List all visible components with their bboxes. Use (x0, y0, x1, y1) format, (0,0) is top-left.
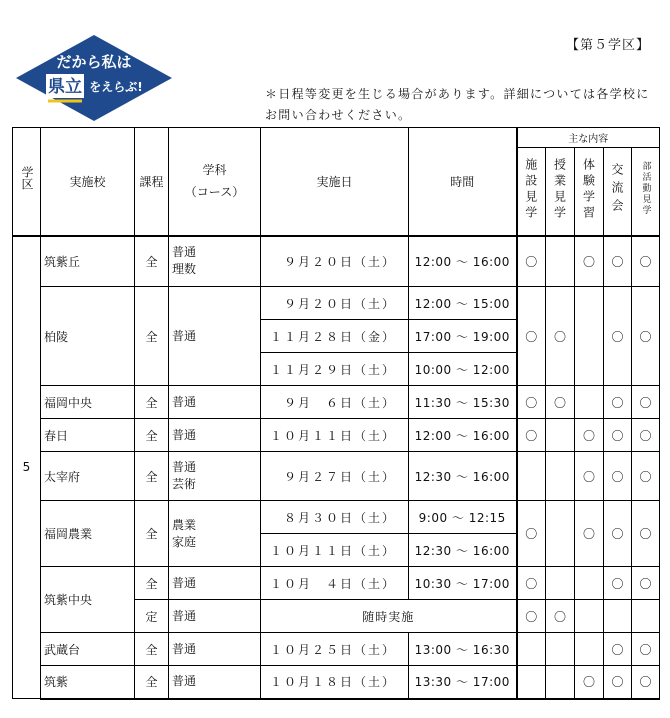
subject-cell (169, 666, 261, 699)
course-type: 全 (135, 236, 169, 287)
subject-cell (169, 236, 261, 287)
subject-cell (169, 386, 261, 419)
header-course: 課程 (135, 128, 169, 236)
header-col-exchange-text: 交流会 (610, 162, 624, 217)
course-type: 全 (135, 287, 169, 386)
mark-experience (575, 633, 604, 666)
mark-class (546, 666, 575, 699)
course-type: 全 (135, 501, 169, 567)
time-cell: 12:30 〜 16:00 (409, 452, 517, 501)
time-cell: 12:00 〜 16:00 (409, 236, 517, 287)
header-col-club-text: 部活動見学 (640, 161, 651, 217)
logo-line2: 県立 (48, 77, 82, 97)
header-col-class-text: 授業見学 (552, 157, 567, 222)
header-col-exchange (604, 148, 632, 236)
mark-class (546, 501, 575, 567)
date-cell: １１月２８日（金） (261, 320, 409, 353)
subject-cell: 普通 (169, 600, 261, 633)
mark-experience (575, 600, 604, 633)
header-subject (169, 128, 261, 236)
mark-facility (517, 666, 546, 699)
mark-exchange: 〇 (604, 236, 632, 287)
table-row (13, 501, 660, 534)
district-value: 5 (13, 236, 41, 699)
header-school: 実施校 (41, 128, 135, 236)
table-row (13, 567, 660, 600)
date-cell: ９月２７日（土） (261, 452, 409, 501)
mark-exchange: 〇 (604, 567, 632, 600)
school-name: 筑紫 (41, 666, 135, 699)
time-cell: 12:00 〜 15:00 (409, 287, 517, 320)
header-col-facility-text: 施設見学 (523, 157, 538, 222)
mark-class (546, 236, 575, 287)
header-subject-line1: 学科 (202, 163, 227, 178)
school-name: 筑紫丘 (41, 236, 135, 287)
time-cell: 13:00 〜 16:30 (409, 633, 517, 666)
course-type: 全 (135, 633, 169, 666)
mark-class (546, 452, 575, 501)
mark-facility: 〇 (517, 600, 546, 633)
subject-cell (169, 452, 261, 501)
time-cell: 12:30 〜 16:00 (409, 534, 517, 567)
header-subject-line2: （コース） (184, 185, 245, 200)
mark-experience: 〇 (575, 501, 604, 567)
subject-cell (169, 501, 261, 567)
mark-experience: 〇 (575, 452, 604, 501)
mark-experience (575, 386, 604, 419)
table-row (13, 419, 660, 452)
time-cell: 10:30 〜 17:00 (409, 567, 517, 600)
time-cell: 9:00 〜 12:15 (409, 501, 517, 534)
mark-club: 〇 (632, 236, 660, 287)
school-name: 武蔵台 (41, 633, 135, 666)
date-time-cell: 随時実施 (261, 600, 517, 633)
subject-line: 普通 (172, 460, 197, 474)
header-col-club (632, 148, 660, 236)
mark-facility (517, 633, 546, 666)
table-row (13, 236, 660, 287)
date-cell: ８月３０日（土） (261, 501, 409, 534)
mark-facility: 〇 (517, 501, 546, 567)
mark-exchange: 〇 (604, 452, 632, 501)
school-name: 柏陵 (41, 287, 135, 386)
mark-club: 〇 (632, 452, 660, 501)
mark-exchange: 〇 (604, 386, 632, 419)
time-cell: 13:30 〜 17:00 (409, 666, 517, 699)
mark-experience (575, 567, 604, 600)
mark-class (546, 567, 575, 600)
mark-exchange: 〇 (604, 633, 632, 666)
subject-line: 芸術 (172, 477, 197, 491)
logo-line1: だから私は (56, 53, 132, 71)
time-cell: 11:30 〜 15:30 (409, 386, 517, 419)
mark-exchange: 〇 (604, 287, 632, 386)
school-name: 太宰府 (41, 452, 135, 501)
table-row (13, 666, 660, 699)
mark-class: 〇 (546, 287, 575, 386)
mark-facility: 〇 (517, 287, 546, 386)
mark-experience: 〇 (575, 419, 604, 452)
date-cell: １０月１８日（土） (261, 666, 409, 699)
header-col-experience (575, 148, 604, 236)
schedule-table (12, 127, 660, 700)
time-cell: 12:00 〜 16:00 (409, 419, 517, 452)
mark-experience (575, 287, 604, 386)
header-date: 実施日 (261, 128, 409, 236)
mark-experience: 〇 (575, 236, 604, 287)
mark-club: 〇 (632, 287, 660, 386)
mark-class (546, 419, 575, 452)
mark-club: 〇 (632, 501, 660, 567)
mark-club: 〇 (632, 419, 660, 452)
time-cell: 17:00 〜 19:00 (409, 320, 517, 353)
table-row (13, 287, 660, 320)
mark-facility: 〇 (517, 419, 546, 452)
subject-line: 普通 (172, 245, 197, 260)
table-row (13, 386, 660, 419)
table-row (13, 452, 660, 501)
mark-class: 〇 (546, 386, 575, 419)
mark-facility: 〇 (517, 567, 546, 600)
header-col-class (546, 148, 575, 236)
date-cell: ９月２０日（土） (261, 287, 409, 320)
subject-line: 普通 (172, 328, 197, 343)
mark-exchange (604, 600, 632, 633)
date-cell: １０月１１日（土） (261, 419, 409, 452)
mark-experience: 〇 (575, 666, 604, 699)
course-type: 全 (135, 419, 169, 452)
notice-text: ＊日程等変更を生じる場合があります。詳細については各学校にお問い合わせください。 (265, 87, 650, 122)
subject-line: 普通 (172, 427, 197, 442)
mark-exchange: 〇 (604, 501, 632, 567)
subject-line: 普通 (172, 674, 197, 689)
header-col-experience-text: 体験学習 (581, 157, 596, 222)
header-district (13, 128, 41, 236)
mark-facility (517, 452, 546, 501)
school-name: 筑紫中央 (41, 567, 135, 633)
mark-club: 〇 (632, 567, 660, 600)
date-cell: １１月２９日（土） (261, 353, 409, 386)
course-type: 定 (135, 600, 169, 633)
date-cell: １０月２５日（土） (261, 633, 409, 666)
school-name: 春日 (41, 419, 135, 452)
date-cell: １０月 ４日（土） (261, 567, 409, 600)
subject-cell: 普通 (169, 567, 261, 600)
mark-facility: 〇 (517, 386, 546, 419)
course-type: 全 (135, 666, 169, 699)
subject-line: 農業 (172, 517, 197, 532)
logo-line3: をえらぶ! (89, 80, 143, 94)
district-label: 【第５学区】 (565, 38, 650, 53)
date-cell: ９月 ６日（土） (261, 386, 409, 419)
mark-club: 〇 (632, 386, 660, 419)
course-type: 全 (135, 452, 169, 501)
subject-line: 普通 (172, 641, 197, 656)
mark-club: 〇 (632, 666, 660, 699)
mark-exchange: 〇 (604, 419, 632, 452)
subject-cell (169, 419, 261, 452)
date-cell: ９月２０日（土） (261, 236, 409, 287)
subject-line: 家庭 (172, 534, 197, 549)
subject-line: 普通 (172, 394, 197, 409)
school-name: 福岡中央 (41, 386, 135, 419)
mark-club (632, 600, 660, 633)
subject-cell (169, 287, 261, 386)
course-type: 全 (135, 567, 169, 600)
subject-line: 理数 (172, 262, 197, 277)
mark-exchange: 〇 (604, 666, 632, 699)
header-col-facility (517, 148, 546, 236)
header-time: 時間 (409, 128, 517, 236)
course-type: 全 (135, 386, 169, 419)
prefectural-logo (14, 33, 174, 123)
mark-class: 〇 (546, 600, 575, 633)
subject-cell (169, 633, 261, 666)
date-cell: １０月１１日（土） (261, 534, 409, 567)
time-cell: 10:00 〜 12:00 (409, 353, 517, 386)
school-name: 福岡農業 (41, 501, 135, 567)
table-row (13, 633, 660, 666)
mark-class (546, 633, 575, 666)
mark-facility: 〇 (517, 236, 546, 287)
header-contents: 主な内容 (517, 128, 660, 148)
header-district-text: 学区 (20, 166, 34, 191)
mark-club: 〇 (632, 633, 660, 666)
